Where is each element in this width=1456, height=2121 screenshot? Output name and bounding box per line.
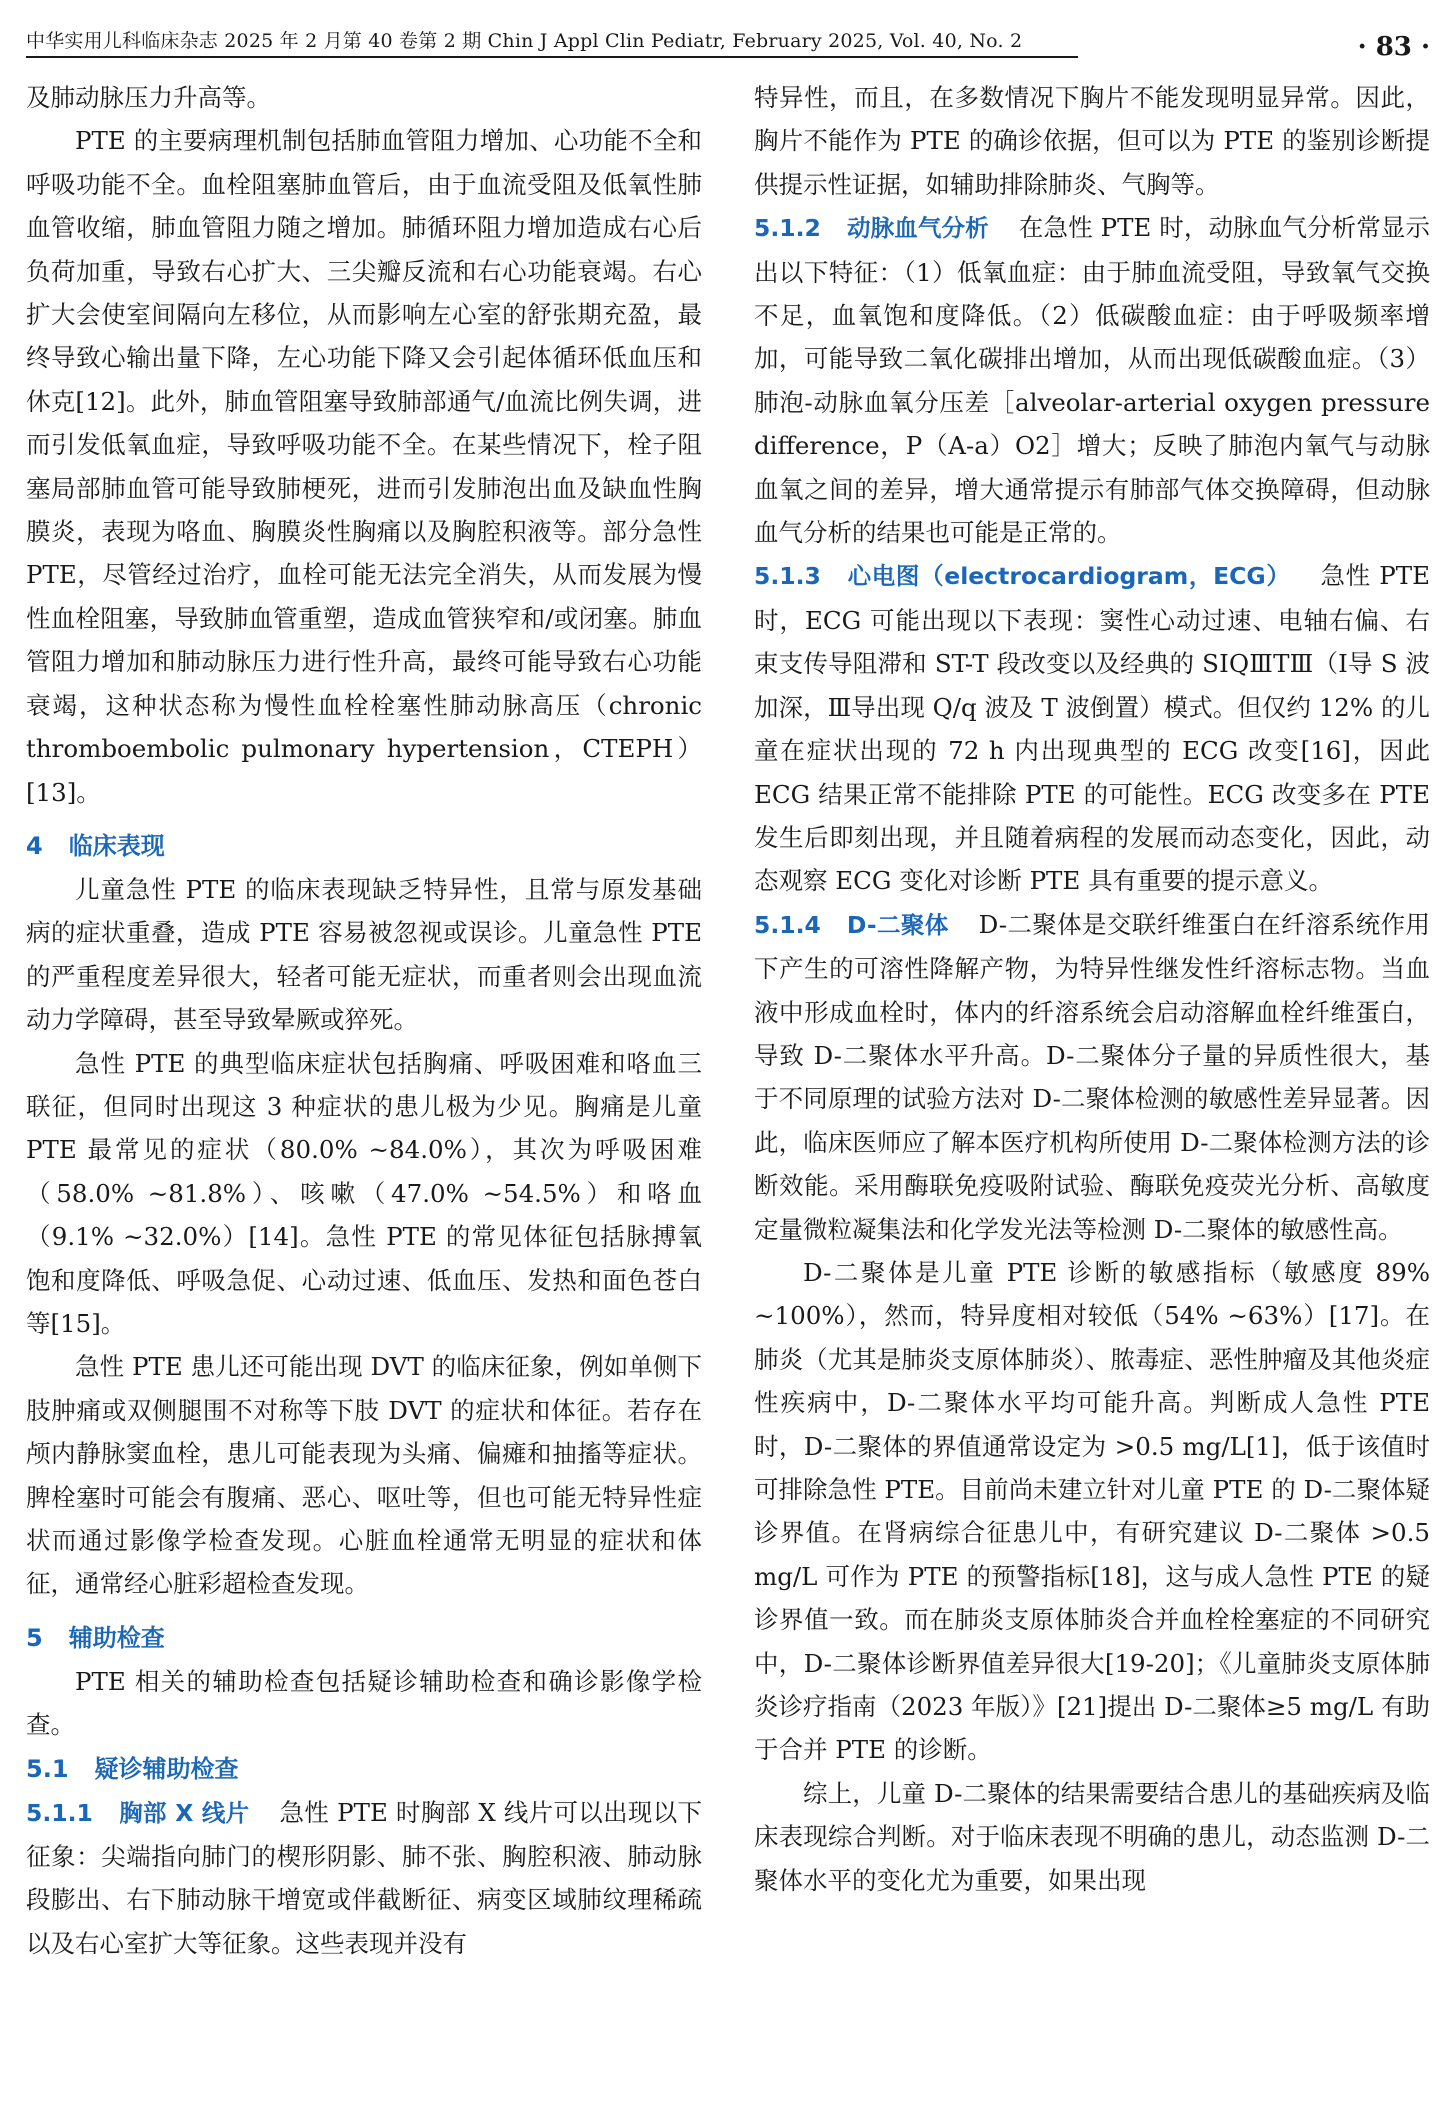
subsubsection-heading-5-1-3 bbox=[754, 562, 1291, 590]
paragraph-continued: 及肺动脉压力升高等。 bbox=[26, 83, 271, 112]
section-heading-4 bbox=[26, 824, 702, 868]
paragraph-clinical-1: 儿童急性 PTE 的临床表现缺乏特异性，且常与原发基础病的症状重叠，造成 PTE 容易被忽视或误诊。儿童急性 PTE 的严重程度差异很大，轻者可能无症状，而重者则会出现血流动力学障碍，甚至导致晕厥或猝死。 bbox=[26, 874, 702, 1035]
section-title: 临床表现 bbox=[68, 831, 165, 860]
subsection-heading-5-1 bbox=[26, 1747, 702, 1791]
paragraph-clinical-2: 急性 PTE 的典型临床症状包括胸痛、呼吸困难和咯血三联征，但同时出现这 3 种症状的患儿极为少见。胸痛是儿童 PTE 最常见的症状（80.0% ~84.0%），其次为呼吸困难（58.0% ~81.8%）、咳嗽（47.0% ~54.5%）和咯血（9.1% ~32.0%）[14]。急性 PTE 的常见体征包括脉搏氧饱和度降低、呼吸急促、心动过速、低血压、发热和面色苍白等[15]。 bbox=[26, 1048, 702, 1338]
left-column bbox=[26, 76, 702, 1965]
paragraph-d-dimer-3: 综上，儿童 D-二聚体的结果需要结合患儿的基础疾病及临床表现综合判断。对于临床表现不明确的患儿，动态监测 D-二聚体水平的变化尤为重要，如果出现 bbox=[754, 1778, 1430, 1895]
paragraph-ecg-text: 急性 PTE 时，ECG 可能出现以下表现：窦性心动过速、电轴右偏、右束支传导阻滞和 ST-T 段改变以及经典的 SⅠQⅢTⅢ（Ⅰ导 S 波加深，Ⅲ导出现 Q/q 波及 T 波倒置）模式。但仅约 12% 的儿童在症状出现的 72 h 内出现典型的 ECG 改变[16]，因此 ECG 结果正常不能排除 PTE 的可能性。ECG 改变多在 PTE 发生后即刻出现，并且随着病程的发展而动态变化，因此，动态观察 ECG 变化对诊断 PTE 具有重要的提示意义。 bbox=[754, 561, 1430, 896]
subsubsection-title: 动脉血气分析 bbox=[846, 214, 989, 243]
subsubsection-heading-5-1-2 bbox=[754, 214, 989, 242]
section-title: 辅助检查 bbox=[68, 1623, 165, 1652]
paragraph-continued: 特异性，而且，在多数情况下胸片不能发现明显异常。因此，胸片不能作为 PTE 的确诊依据，但可以为 PTE 的鉴别诊断提供提示性证据，如辅助排除肺炎、气胸等。 bbox=[754, 83, 1430, 199]
paragraph-ecg bbox=[754, 554, 1430, 902]
subsubsection-title: 胸部 X 线片 bbox=[118, 1798, 250, 1827]
right-column bbox=[754, 76, 1430, 1902]
paragraph-pathology-mechanism: PTE 的主要病理机制包括肺血管阻力增加、心功能不全和呼吸功能不全。血栓阻塞肺血管后，由于血流受阻及低氧性肺血管收缩，肺血管阻力随之增加。肺循环阻力增加造成右心后负荷加重，导致右心扩大、三尖瓣反流和右心功能衰竭。右心扩大会使室间隔向左移位，从而影响左心室的舒张期充盈，最终导致心输出量下降，左心功能下降又会引起体循环低血压和休克[12]。此外，肺血管阻塞导致肺部通气/血流比例失调，进而引发低氧血症，导致呼吸功能不全。在某些情况下，栓子阻塞局部肺血管可能导致肺梗死，进而引发肺泡出血及缺血性胸膜炎，表现为咯血、胸膜炎性胸痛以及胸腔积液等。部分急性 PTE，尽管经过治疗，血栓可能无法完全消失，从而发展为慢性血栓阻塞，导致肺血管重塑，造成血管狭窄和/或闭塞。肺血管阻力增加和肺动脉压力进行性升高，最终可能导致右心功能衰竭，这种状态称为慢性血栓栓塞性肺动脉高压（chronic thromboembolic pulmonary hypertension，CTEPH）[13]。 bbox=[26, 126, 702, 807]
subsubsection-title: D-二聚体 bbox=[846, 910, 949, 939]
page-header bbox=[26, 18, 1430, 62]
subsection-number: 5.1 bbox=[26, 1754, 69, 1783]
subsubsection-number: 5.1.3 bbox=[754, 562, 821, 591]
paragraph-clinical-3: 急性 PTE 患儿还可能出现 DVT 的临床征象，例如单侧下肢肿痛或双侧腿围不对称等下肢 DVT 的症状和体征。若存在颅内静脉窦血栓，患儿可能表现为头痛、偏瘫和抽搐等症状。脾栓塞时可能会有腹痛、恶心、呕吐等，但也可能无特异性症状而通过影像学检查发现。心脏血栓通常无明显的症状和体征，通常经心脏彩超检查发现。 bbox=[26, 1352, 702, 1599]
paragraph-xray-text: 急性 PTE 时胸部 X 线片可以出现以下征象：尖端指向肺门的楔形阴影、肺不张、胸腔积液、肺动脉段膨出、右下肺动脉干增宽或伴截断征、病变区域肺纹理稀疏以及右心室扩大等征象。这些表现并没有 bbox=[26, 1797, 702, 1958]
journal-running-head: 中华实用儿科临床杂志 2025 年 2 月第 40 卷第 2 期 Chin J Appl Clin Pediatr, February 2025, Vol. 40, No. 2 bbox=[26, 26, 1078, 58]
paragraph-auxiliary: PTE 相关的辅助检查包括疑诊辅助检查和确诊影像学检查。 bbox=[26, 1666, 702, 1740]
subsection-title: 疑诊辅助检查 bbox=[94, 1754, 239, 1783]
paragraph-abg bbox=[754, 206, 1430, 554]
section-heading-5 bbox=[26, 1616, 702, 1660]
section-number: 4 bbox=[26, 831, 43, 860]
section-number: 5 bbox=[26, 1623, 43, 1652]
subsubsection-number: 5.1.4 bbox=[754, 910, 821, 939]
subsubsection-number: 5.1.2 bbox=[754, 214, 821, 243]
paragraph-d-dimer-1-text: D-二聚体是交联纤维蛋白在纤溶系统作用下产生的可溶性降解产物，为特异性继发性纤溶标志物。当血液中形成血栓时，体内的纤溶系统会启动溶解血栓纤维蛋白，导致 D-二聚体水平升高。D-二聚体分子量的异质性很大，基于不同原理的试验方法对 D-二聚体检测的敏感性差异显著。因此，临床医师应了解本医疗机构所使用 D-二聚体检测方法的诊断效能。采用酶联免疫吸附试验、酶联免疫荧光分析、高敏度定量微粒凝集法和化学发光法等检测 D-二聚体的敏感性高。 bbox=[754, 909, 1431, 1244]
subsubsection-heading-5-1-4 bbox=[754, 911, 949, 939]
subsubsection-heading-5-1-1 bbox=[26, 1799, 249, 1827]
paragraph-xray bbox=[26, 1791, 702, 1966]
paragraph-abg-text: 在急性 PTE 时，动脉血气分析常显示出以下特征：（1）低氧血症：由于肺血流受阻，导致氧气交换不足，血氧饱和度降低。（2）低碳酸血症：由于呼吸频率增加，可能导致二氧化碳排出增加，从而出现低碳酸血症。（3）肺泡-动脉血氧分压差［alveolar-arterial oxygen pressure difference，P（A-a）O2］增大；反映了肺泡内氧气与动脉血氧之间的差异，增大通常提示有肺部气体交换障碍，但动脉血气分析的结果也可能是正常的。 bbox=[754, 213, 1430, 548]
subsubsection-number: 5.1.1 bbox=[26, 1798, 93, 1827]
subsubsection-title: 心电图（electrocardiogram，ECG） bbox=[846, 562, 1291, 591]
paragraph-d-dimer-1 bbox=[754, 903, 1430, 1251]
page-number: · 83 · bbox=[1357, 32, 1430, 62]
paragraph-d-dimer-2: D-二聚体是儿童 PTE 诊断的敏感指标（敏感度 89% ~100%），然而，特异度相对较低（54% ~63%）[17]。在肺炎（尤其是肺炎支原体肺炎）、脓毒症、恶性肿瘤及其他炎症性疾病中，D-二聚体水平均可能升高。判断成人急性 PTE 时，D-二聚体的界值通常设定为 >0.5 mg/L[1]，低于该值时可排除急性 PTE。目前尚未建立针对儿童 PTE 的 D-二聚体疑诊界值。在肾病综合征患儿中，有研究建议 D-二聚体 >0.5 mg/L 可作为 PTE 的预警指标[18]，这与成人急性 PTE 的疑诊界值一致。而在肺炎支原体肺炎合并血栓栓塞症的不同研究中，D-二聚体诊断界值差异很大[19-20]；《儿童肺炎支原体肺炎诊疗指南（2023 年版）》[21]提出 D-二聚体≥5 mg/L 有助于合并 PTE 的诊断。 bbox=[754, 1257, 1430, 1765]
